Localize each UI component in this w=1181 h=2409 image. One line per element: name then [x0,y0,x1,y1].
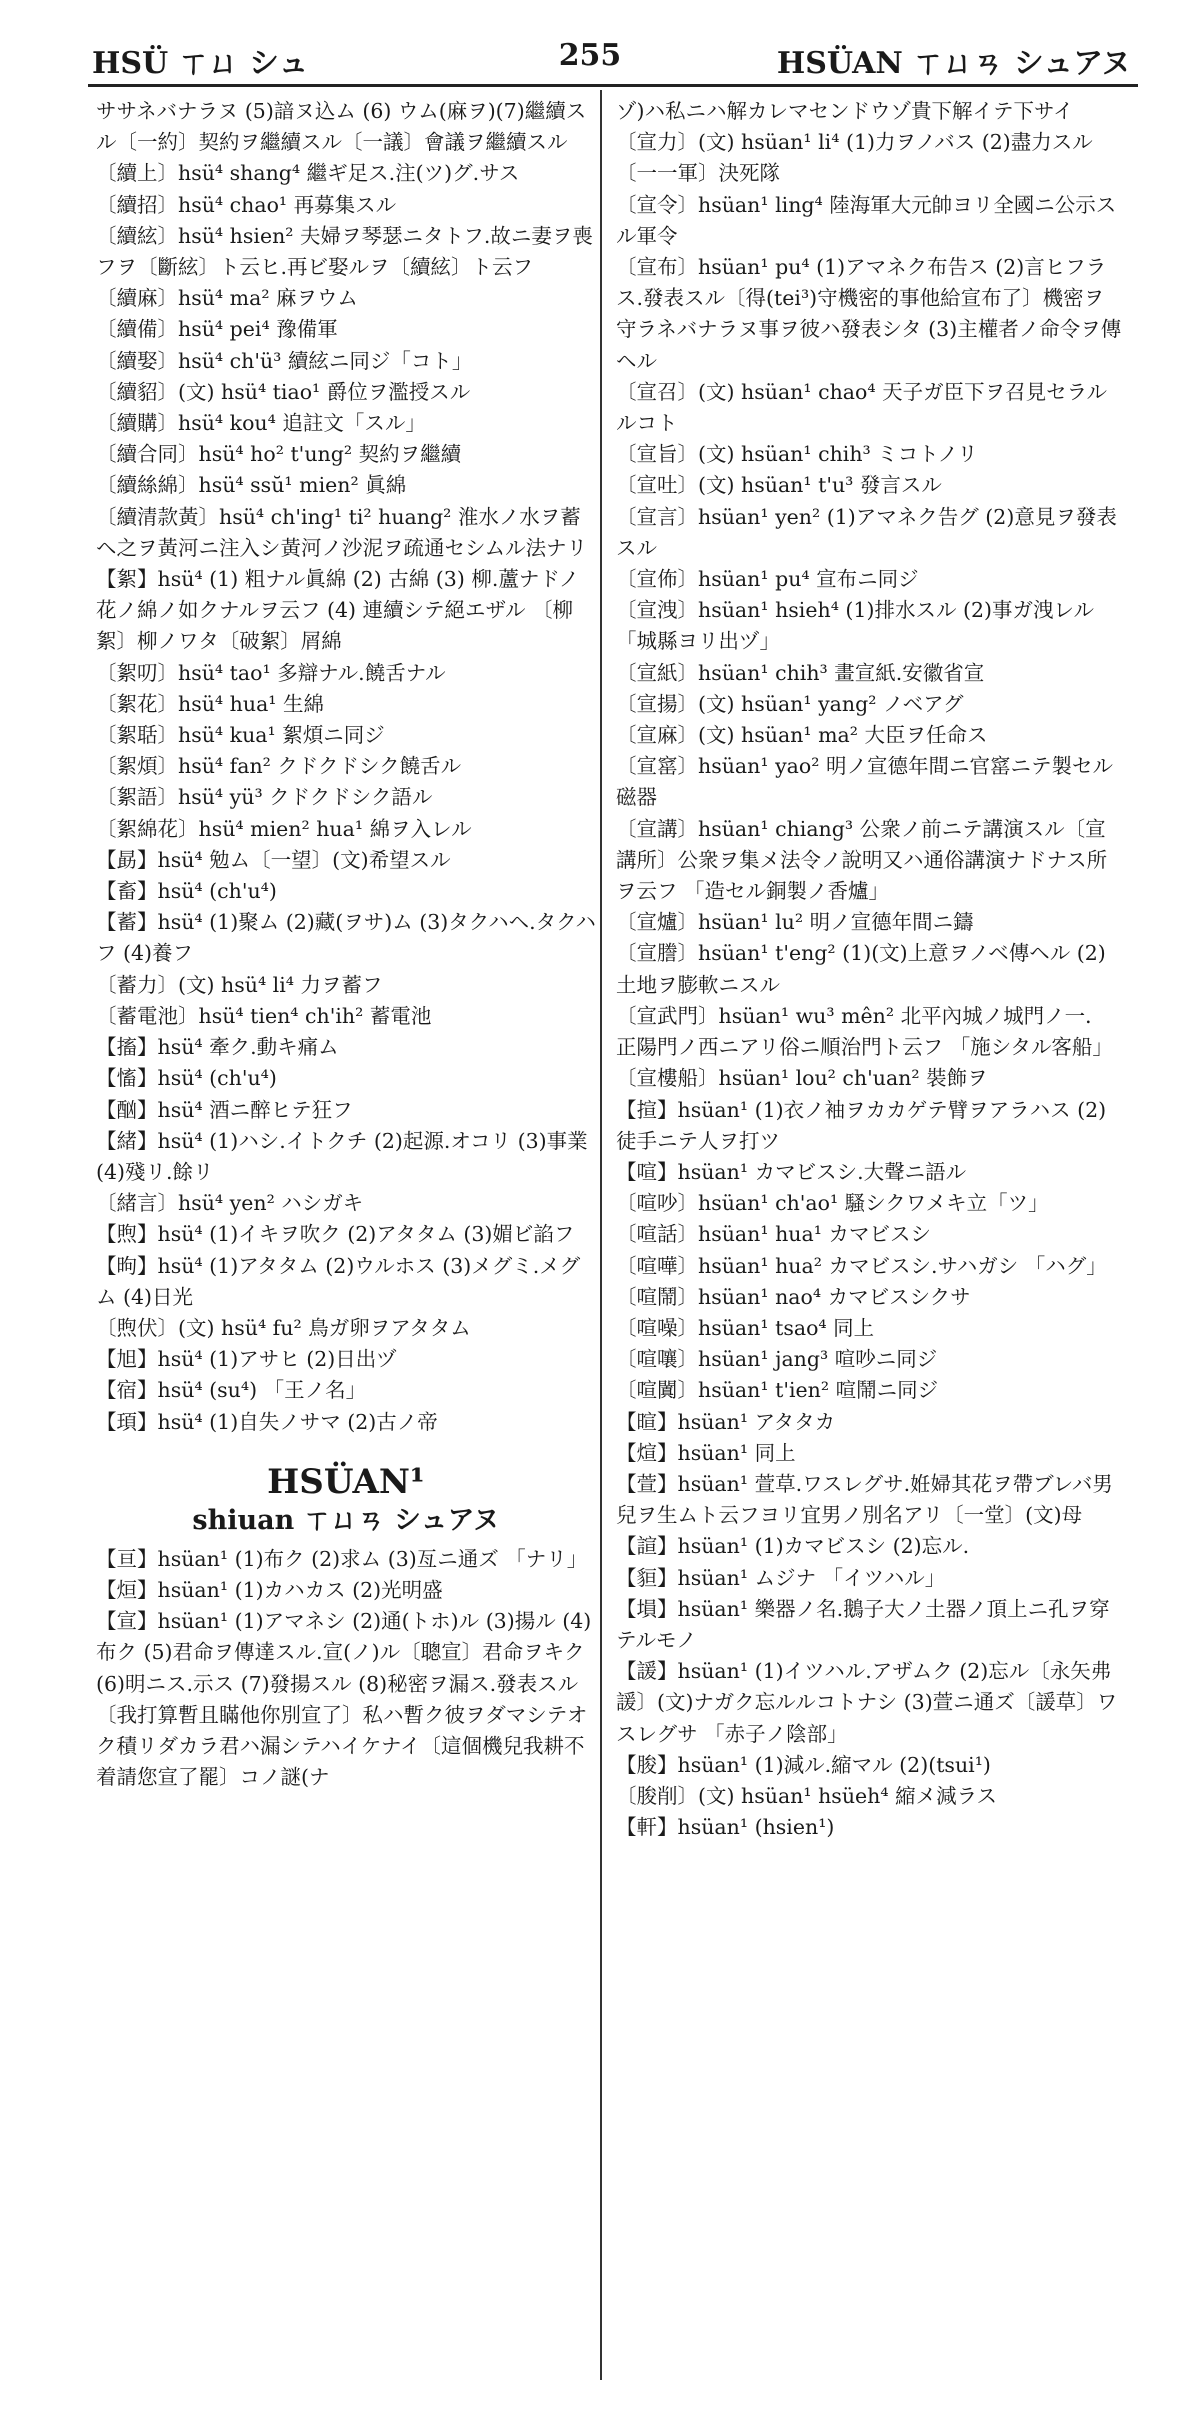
dictionary-entry: 〔宣吐〕(文) hsüan¹ t'u³ 發言スル [616,473,942,498]
dictionary-entry: 【旭】hsü⁴ (1)アサヒ (2)日出ヅ [96,1347,397,1372]
dictionary-entry: 〔宣麻〕(文) hsüan¹ ma² 大臣ヲ任命ス [616,723,988,748]
dictionary-entry: 【喧】hsüan¹ カマビスシ.大聲ニ語ル [616,1159,967,1184]
dictionary-entry: 【朘】hsüan¹ (1)減ル.縮マル (2)(tsui¹) [616,1752,991,1777]
dictionary-entry: 【畜】hsü⁴ (ch'u⁴) [96,879,277,904]
left-entries-hsuan [96,1544,596,1794]
dictionary-entry: ゾ)ハ私ニハ解カレマセンドウゾ貴下解イテ下サイ [616,99,1074,123]
dictionary-entry: 〔宣武門〕hsüan¹ wu³ mên² 北平內城ノ城門ノ一．正陽門ノ西ニアリ俗ニ順治門ト云フ 「施シタル客船」 [616,1003,1113,1060]
dictionary-entry: 〔宣旨〕(文) hsüan¹ chih³ ミコトノリ [616,442,978,467]
running-header-left: HSÜ ㄒㄩ シュ [92,46,309,81]
dictionary-entry: 〔宣謄〕hsüan¹ t'eng² (1)(文)上意ヲノベ傳ヘル (2)土地ヲ膨軟ニスル [616,941,1106,997]
dictionary-entry: 〔續招〕hsü⁴ chao¹ 再募集スル [96,192,397,217]
dictionary-entry: 【昫】hsü⁴ (1)アタタム (2)ウルホス (3)メグミ.メグム (4)日光 [96,1253,581,1309]
dictionary-entry: 【勗】hsü⁴ 勉ム〔一望〕(文)希望スル [96,847,451,872]
column-divider [600,90,602,2380]
dictionary-entry: 【暄】hsüan¹ アタタカ [616,1409,836,1434]
dictionary-entry: 〔宣言〕hsüan¹ yen² (1)アマネク告グ (2)意見ヲ發表スル [616,504,1117,560]
left-entries-hsu [96,96,596,1438]
dictionary-entry: 【煊】hsüan¹ 同上 [616,1440,796,1465]
page-number: 255 [558,38,622,73]
dictionary-entry: 〔喧嚷〕hsüan¹ jang³ 喧吵ニ同ジ [616,1347,938,1372]
dictionary-entry: 【頊】hsü⁴ (1)自失ノサマ (2)古ノ帝 [96,1409,438,1434]
left-column [96,96,596,1793]
dictionary-entry: 【蓄】hsü⁴ (1)聚ム (2)藏(ヲサ)ム (3)タクハヘ.タクハフ (4)養フ [96,910,596,966]
dictionary-entry: 〔續合同〕hsü⁴ ho² t'ung² 契約ヲ繼續 [96,442,462,467]
dictionary-entry: 〔朘削〕(文) hsüan¹ hsüeh⁴ 縮メ減ラス [616,1783,997,1808]
dictionary-entry: 〔喧噪〕hsüan¹ tsao⁴ 同上 [616,1315,875,1340]
dictionary-entry: 〔絮煩〕hsü⁴ fan² クドクドシク饒舌ル [96,754,462,779]
dictionary-entry: 〔續絃〕hsü⁴ hsien² 夫婦ヲ琴瑟ニタトフ.故ニ妻ヲ喪フヲ〔斷絃〕ト云ヒ.再ビ娶ルヲ〔續絃〕ト云フ [96,223,593,280]
dictionary-entry: 【慉】hsü⁴ (ch'u⁴) [96,1066,277,1091]
dictionary-entry: 〔絮聒〕hsü⁴ kua¹ 絮煩ニ同ジ [96,723,385,748]
dictionary-entry: 〔絮叨〕hsü⁴ tao¹ 多辯ナル.饒舌ナル [96,660,446,685]
dictionary-entry: 〔宣召〕(文) hsüan¹ chao⁴ 天子ガ臣下ヲ召見セラルルコト [616,379,1107,436]
right-entries-hsuan [616,96,1124,1843]
dictionary-entry: 〔宣爐〕hsüan¹ lu² 明ノ宣德年間ニ鑄 [616,910,974,935]
dictionary-entry: 〔緒言〕hsü⁴ yen² ハシガキ [96,1191,364,1216]
dictionary-entry: 〔喧嘩〕hsüan¹ hua² カマビスシ.サハガシ 「ハグ」 [616,1253,1107,1278]
dictionary-entry: 〔宣令〕hsüan¹ ling⁴ 陸海軍大元帥ヨリ全國ニ公示スル軍令 [616,192,1117,248]
dictionary-entry: 〔蓄電池〕hsü⁴ tien⁴ ch'ih² 蓄電池 [96,1003,432,1028]
dictionary-entry: 〔宣窰〕hsüan¹ yao² 明ノ宣德年間ニ官窰ニテ製セル磁器 [616,754,1113,810]
dictionary-entry: 〔宣力〕(文) hsüan¹ li⁴ (1)力ヲノバス (2)盡力スル〔一一軍〕決死隊 [616,130,1093,186]
dictionary-entry: 【緒】hsü⁴ (1)ハシ.イトクチ (2)起源.オコリ (3)事業 (4)殘リ.餘リ [96,1128,588,1184]
dictionary-entry: 【亘】hsüan¹ (1)布ク (2)求ム (3)亙ニ通ズ 「ナリ」 [96,1546,588,1571]
dictionary-entry: 【搐】hsü⁴ 牽ク.動キ痛ム [96,1035,339,1060]
dictionary-entry: 〔續備〕hsü⁴ pei⁴ 豫備軍 [96,317,338,342]
header-rule [88,84,1138,87]
dictionary-entry: 〔續麻〕hsü⁴ ma² 麻ヲウム [96,286,358,311]
dictionary-entry: 【宣】hsüan¹ (1)アマネシ (2)通(トホ)ル (3)揚ル (4)布ク (5)君命ヲ傳達スル.宣(ノ)ル〔聰宣〕君命ヲキク (6)明ニス.示ス (7)發揚スル (8)秘密ヲ漏ス.發表スル〔我打算暫且瞞他你別宣了〕私ハ暫ク彼ヲダマシテオク積リダカラ君ハ漏シテハイケナイ〔這個機兒我耕不着請您宣了罷〕コノ謎(ナ [96,1609,592,1790]
dictionary-entry: 【酗】hsü⁴ 酒ニ醉ヒテ狂フ [96,1097,353,1122]
dictionary-entry: 〔宣布〕hsüan¹ pu⁴ (1)アマネク布告ス (2)言ヒフラス.發表スル〔得(tei³)守機密的事他給宣布了〕機密ヲ守ラネバナラヌ事ヲ彼ハ發表シタ (3)主權者ノ命令ヲ傳ヘル [616,255,1122,373]
dictionary-entry: 〔宣洩〕hsüan¹ hsieh⁴ (1)排水スル (2)事ガ洩レル 「城縣ヨリ出ヅ」 [616,598,1095,654]
dictionary-entry: 〔宣紙〕hsüan¹ chih³ 畫宣紙.安徽省宣 [616,660,985,685]
dictionary-entry: 【烜】hsüan¹ (1)カハカス (2)光明盛 [96,1577,443,1602]
section-subtitle: shiuan ㄒㄩㄢ シュアヌ [192,1504,500,1536]
dictionary-entry: 〔煦伏〕(文) hsü⁴ fu² 鳥ガ卵ヲアタタム [96,1315,471,1340]
dictionary-entry: 【絮】hsü⁴ (1) 粗ナル眞綿 (2) 古綿 (3) 柳.蘆ナドノ花ノ綿ノ如クナルヲ云フ (4) 連續シテ絕エザル 〔柳絮〕柳ノワタ〔破絮〕屑綿 [96,567,580,654]
dictionary-entry: 〔宣佈〕hsüan¹ pu⁴ 宣布ニ同ジ [616,567,919,592]
running-header-right: HSÜAN ㄒㄩㄢ シュアヌ [776,46,1131,81]
dictionary-entry: 〔絮綿花〕hsü⁴ mien² hua¹ 綿ヲ入レル [96,816,472,841]
dictionary-entry: 【塤】hsüan¹ 樂器ノ名.鵝子大ノ土器ノ頂上ニ孔ヲ穿テルモノ [616,1596,1110,1652]
dictionary-entry: 【萱】hsüan¹ 萱草.ワスレグサ.姙婦其花ヲ帶ブレバ男兒ヲ生ムト云フヨリ宜男ノ別名アリ〔一堂〕(文)母 [616,1471,1113,1528]
dictionary-entry: 〔絮語〕hsü⁴ yü³ クドクドシク語ル [96,785,433,810]
dictionary-entry: 【貆】hsüan¹ ムジナ 「イツハル」 [616,1565,946,1590]
dictionary-entry: 【揎】hsüan¹ (1)衣ノ袖ヲカカゲテ臂ヲアラハス (2)徒手ニテ人ヲ打ツ [616,1097,1107,1153]
dictionary-entry: 〔宣樓船〕hsüan¹ lou² ch'uan² 裝飾ヲ [616,1066,988,1091]
dictionary-entry: 〔絮花〕hsü⁴ hua¹ 生綿 [96,691,325,716]
dictionary-entry: 〔蓄力〕(文) hsü⁴ li⁴ 力ヲ蓄フ [96,972,383,997]
dictionary-entry: 〔喧吵〕hsüan¹ ch'ao¹ 騷シクワメキ立「ツ」 [616,1191,1049,1216]
dictionary-entry: 【軒】hsüan¹ (hsien¹) [616,1815,835,1840]
dictionary-entry: 〔續上〕hsü⁴ shang⁴ 繼ギ足ス.注(ツ)グ.サス [96,161,520,186]
dictionary-entry: 〔喧話〕hsüan¹ hua¹ カマビスシ [616,1222,931,1247]
dictionary-entry: 〔續貂〕(文) hsü⁴ tiao¹ 爵位ヲ濫授スル [96,379,471,404]
dictionary-entry: 〔續清款黃〕hsü⁴ ch'ing¹ ti² huang² 淮水ノ水ヲ蓄ヘ之ヲ黃河ニ注入シ黃河ノ沙泥ヲ疏通セシムル法ナリ [96,504,588,560]
dictionary-entry: 〔續購〕hsü⁴ kou⁴ 追註文「スル」 [96,411,426,436]
section-title: HSÜAN¹ [267,1461,425,1502]
dictionary-entry: 〔喧鬧〕hsüan¹ nao⁴ カマビスシクサ [616,1284,971,1309]
dictionary-entry: 【諼】hsüan¹ (1)イツハル.アザムク (2)忘ル〔永矢弗諼〕(文)ナガク忘ルルコトナシ (3)萱ニ通ズ〔諼草〕ワスレグサ 「赤子ノ陰部」 [616,1659,1118,1746]
dictionary-entry: 〔宣揚〕(文) hsüan¹ yang² ノベアグ [616,691,964,716]
dictionary-entry: 【宿】hsü⁴ (su⁴) 「王ノ名」 [96,1378,367,1403]
dictionary-entry: 【煦】hsü⁴ (1)イキヲ吹ク (2)アタタム (3)媚ビ諂フ [96,1222,575,1247]
right-column [616,96,1124,1843]
dictionary-entry: 〔宣講〕hsüan¹ chiang³ 公衆ノ前ニテ講演スル〔宣講所〕公衆ヲ集メ法令ノ說明又ハ通俗講演ナドナス所ヲ云フ 「造セル銅製ノ香爐」 [616,816,1108,904]
dictionary-entry: 〔喧闐〕hsüan¹ t'ien² 喧鬧ニ同ジ [616,1378,939,1403]
dictionary-entry: 〔續絲綿〕hsü⁴ ssŭ¹ mien² 眞綿 [96,473,407,498]
dictionary-entry: 〔續娶〕hsü⁴ ch'ü³ 續絃ニ同ジ「コト」 [96,348,473,373]
dictionary-entry: 【諠】hsüan¹ (1)カマビスシ (2)忘ル. [616,1534,970,1559]
dictionary-entry: ササネバナラヌ (5)諳ヌ込ム (6) ウム(麻ヲ)(7)繼續スル〔一約〕契約ヲ繼續スル〔一議〕會議ヲ繼續スル [96,99,587,155]
